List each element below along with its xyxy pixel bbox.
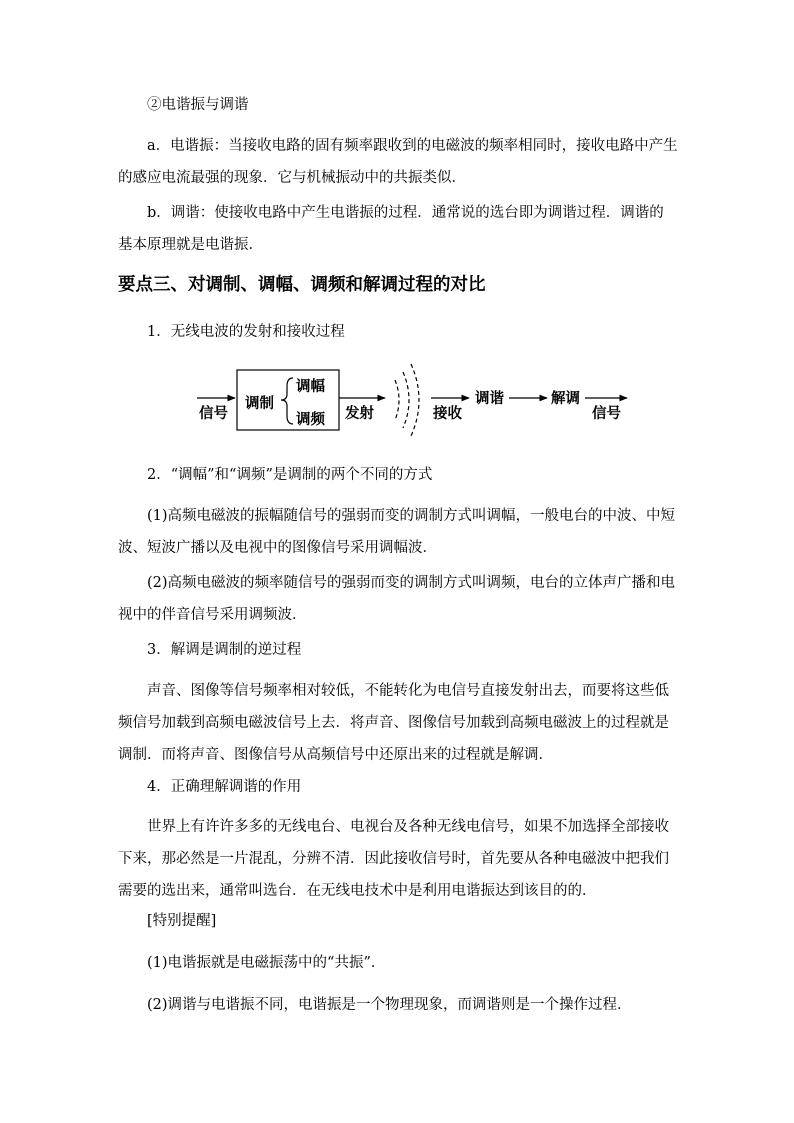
radio-wave-icon [395,364,419,436]
note-label: [特别提醒] [147,913,217,929]
brace-icon [281,378,293,424]
label-receive: 接收 [433,406,462,422]
paragraph-tuning: b．调谐：使接收电路中产生电谐振的过程．通常说的选台即为调谐过程．调谐的基本原理就是电谐振． [118,205,664,253]
paragraph-electric-resonance: a．电谐振：当接收电路的固有频率跟收到的电磁波的频率相同时，接收电路中产生的感应电流最强的现象．它与机械振动中的共振类似． [118,138,678,186]
subsection-resonance-tuning: ②电谐振与调谐 [147,97,249,113]
label-tune: 调谐 [475,391,504,407]
note-1: (1)电谐振就是电磁振荡中的“共振”． [147,955,386,971]
label-transmit: 发射 [345,406,374,422]
label-am: 调幅 [296,379,325,395]
label-fm: 调频 [296,412,325,428]
paragraph-tuning-role: 世界上有许许多多的无线电台、电视台及各种无线电信号，如果不加选择全部接收下来，那必然是一片混乱，分辨不清．因此接收信号时，首先要从各种电磁波中把我们需要的选出来，通常叫选台．在无线电技术中是利用电谐振达到该目的的． [118,819,669,899]
item-3-title: 3．解调是调制的逆过程 [147,642,302,658]
label-signal-out: 信号 [592,406,621,422]
paragraph-fm: (2)高频电磁波的频率随信号的强弱而变的调制方式叫调频，电台的立体声广播和电视中的伴音信号采用调频波． [118,575,676,623]
paragraph-demodulation: 声音、图像等信号频率相对较低，不能转化为电信号直接发射出去，而要将这些低频信号加载到高频电磁波信号上去．将声音、图像信号加载到高频电磁波上的过程就是调制．而将声音、图像信号从高频信号中还原出来的过程就是解调． [118,683,669,763]
paragraph-am: (1)高频电磁波的振幅随信号的强弱而变的调制方式叫调幅，一般电台的中波、中短波、短波广播以及电视中的图像信号采用调幅波． [118,508,676,556]
label-signal-in: 信号 [199,406,228,422]
section-heading: 要点三、对调制、调幅、调频和解调过程的对比 [118,275,486,295]
item-1-title: 1．无线电波的发射和接收过程 [147,324,345,340]
label-modulate: 调制 [245,396,274,412]
item-4-title: 4．正确理解调谐的作用 [147,779,302,795]
radio-transmission-diagram [195,360,635,440]
note-2: (2)调谐与电谐振不同，电谐振是一个物理现象，而调谐则是一个操作过程． [147,997,632,1013]
label-demodulate: 解调 [551,391,580,407]
item-2-title: 2．“调幅”和“调频”是调制的两个不同的方式 [147,467,433,483]
